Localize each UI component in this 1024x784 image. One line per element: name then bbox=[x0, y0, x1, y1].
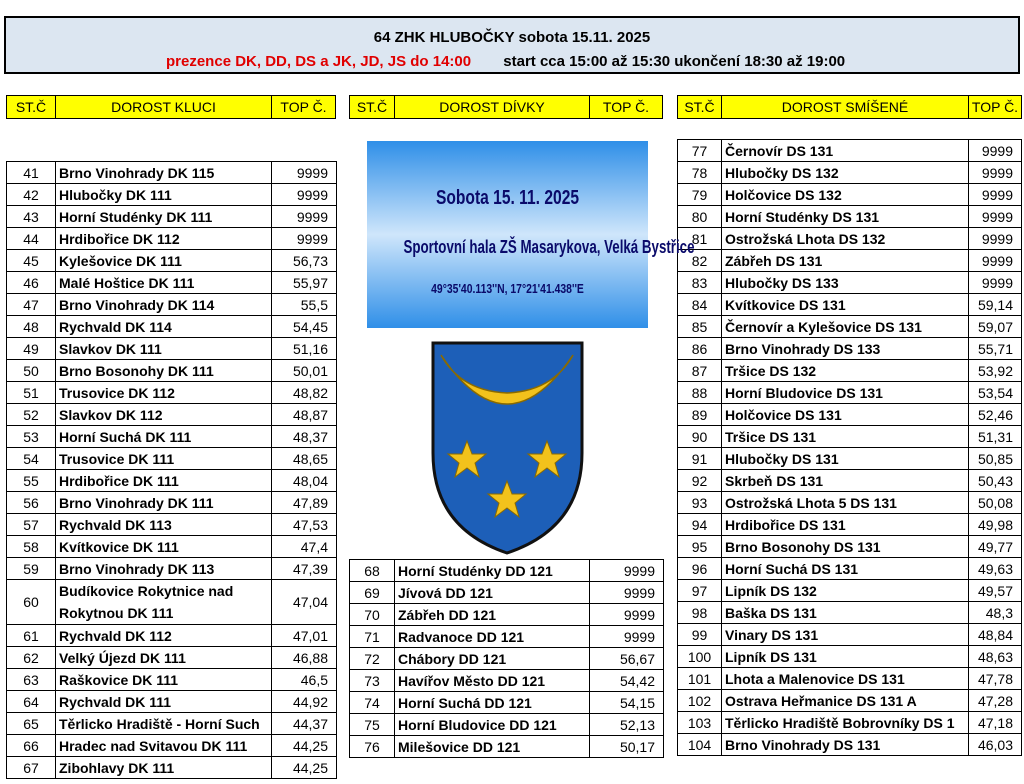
event-date: Sobota 15. 11. 2025 bbox=[435, 187, 580, 209]
table-row bbox=[7, 382, 337, 404]
start-number-cell: 49 bbox=[7, 338, 56, 360]
top-time-cell: 47,18 bbox=[969, 712, 1022, 734]
start-number-cell: 82 bbox=[678, 250, 722, 272]
start-number-cell: 67 bbox=[7, 757, 56, 779]
table-row bbox=[678, 404, 1022, 426]
table-row bbox=[678, 184, 1022, 206]
team-name-cell: Horní Suchá DS 131 bbox=[722, 558, 969, 580]
top-time-cell: 48,37 bbox=[272, 426, 337, 448]
table-row bbox=[7, 228, 337, 250]
team-name-cell: Lhota a Malenovice DS 131 bbox=[722, 668, 969, 690]
top-time-cell: 52,46 bbox=[969, 404, 1022, 426]
start-number-cell: 52 bbox=[7, 404, 56, 426]
top-time-cell: 44,92 bbox=[272, 691, 337, 713]
team-name-cell: Černovír DS 131 bbox=[722, 140, 969, 162]
top-time-cell: 9999 bbox=[272, 206, 337, 228]
start-number-cell: 78 bbox=[678, 162, 722, 184]
top-time-cell: 47,28 bbox=[969, 690, 1022, 712]
start-number-cell: 44 bbox=[7, 228, 56, 250]
top-header: TOP Č. bbox=[271, 95, 336, 119]
team-name-cell: Vinary DS 131 bbox=[722, 624, 969, 646]
start-number-cell: 43 bbox=[7, 206, 56, 228]
table-row bbox=[678, 228, 1022, 250]
start-number-cell: 47 bbox=[7, 294, 56, 316]
top-time-cell: 47,53 bbox=[272, 514, 337, 536]
start-number-cell: 63 bbox=[7, 669, 56, 691]
top-header: TOP Č. bbox=[968, 95, 1022, 119]
team-name-cell: Jívová DD 121 bbox=[395, 582, 590, 604]
table-row bbox=[678, 250, 1022, 272]
team-name-cell: Brno Vinohrady DK 114 bbox=[56, 294, 272, 316]
top-time-cell: 46,5 bbox=[272, 669, 337, 691]
top-time-cell: 9999 bbox=[272, 184, 337, 206]
start-number-cell: 94 bbox=[678, 514, 722, 536]
team-name-cell: Trusovice DK 111 bbox=[56, 448, 272, 470]
team-name-cell: Hlubočky DK 111 bbox=[56, 184, 272, 206]
start-number-cell: 45 bbox=[7, 250, 56, 272]
table-row bbox=[7, 647, 337, 669]
table-row bbox=[350, 626, 664, 648]
start-number-cell: 89 bbox=[678, 404, 722, 426]
top-time-cell: 55,5 bbox=[272, 294, 337, 316]
smisene-table bbox=[677, 139, 1022, 756]
team-name-cell: Holčovice DS 132 bbox=[722, 184, 969, 206]
table-row bbox=[678, 536, 1022, 558]
top-time-cell: 9999 bbox=[969, 206, 1022, 228]
start-number-cell: 83 bbox=[678, 272, 722, 294]
start-number-cell: 41 bbox=[7, 162, 56, 184]
start-number-cell: 61 bbox=[7, 625, 56, 647]
team-name-cell: Hrdibořice DK 111 bbox=[56, 470, 272, 492]
team-name-cell: Kvítkovice DK 111 bbox=[56, 536, 272, 558]
top-time-cell: 47,39 bbox=[272, 558, 337, 580]
start-number-cell: 100 bbox=[678, 646, 722, 668]
top-time-cell: 47,4 bbox=[272, 536, 337, 558]
table-row bbox=[7, 206, 337, 228]
gps-coordinates: 49°35'40.113''N, 17°21'41.438''E bbox=[431, 281, 584, 296]
top-time-cell: 59,14 bbox=[969, 294, 1022, 316]
team-name-cell: Havířov Město DD 121 bbox=[395, 670, 590, 692]
start-number-cell: 56 bbox=[7, 492, 56, 514]
table-row bbox=[678, 448, 1022, 470]
start-number-cell: 102 bbox=[678, 690, 722, 712]
team-name-cell: Radvanoce DD 121 bbox=[395, 626, 590, 648]
team-name-cell: Hlubočky DS 133 bbox=[722, 272, 969, 294]
team-name-cell: Budíkovice Rokytnice nad Rokytnou DK 111 bbox=[56, 580, 272, 625]
start-number-cell: 53 bbox=[7, 426, 56, 448]
table-row bbox=[7, 492, 337, 514]
start-number-cell: 73 bbox=[350, 670, 395, 692]
table-row bbox=[7, 448, 337, 470]
team-name-cell: Trusovice DK 112 bbox=[56, 382, 272, 404]
start-number-cell: 98 bbox=[678, 602, 722, 624]
team-name-cell: Těrlicko Hradiště - Horní Such bbox=[56, 713, 272, 735]
start-number-cell: 101 bbox=[678, 668, 722, 690]
top-time-cell: 53,92 bbox=[969, 360, 1022, 382]
top-time-cell: 9999 bbox=[969, 162, 1022, 184]
start-number-cell: 88 bbox=[678, 382, 722, 404]
table-row bbox=[350, 692, 664, 714]
top-time-cell: 50,17 bbox=[590, 736, 664, 758]
top-time-cell: 46,88 bbox=[272, 647, 337, 669]
team-name-cell: Slavkov DK 111 bbox=[56, 338, 272, 360]
table-row bbox=[678, 690, 1022, 712]
divky-table bbox=[349, 559, 664, 758]
start-number-cell: 46 bbox=[7, 272, 56, 294]
team-name-cell: Lipník DS 132 bbox=[722, 580, 969, 602]
event-venue: Sportovní hala ZŠ Masarykova, Velká Bystřice bbox=[403, 237, 695, 257]
team-name-cell: Brno Vinohrady DK 115 bbox=[56, 162, 272, 184]
team-name-cell: Horní Bludovice DS 131 bbox=[722, 382, 969, 404]
start-number-cell: 65 bbox=[7, 713, 56, 735]
team-name-cell: Lipník DS 131 bbox=[722, 646, 969, 668]
start-number-cell: 55 bbox=[7, 470, 56, 492]
table-row bbox=[7, 735, 337, 757]
venue-info-box bbox=[367, 141, 695, 328]
top-time-cell: 50,85 bbox=[969, 448, 1022, 470]
team-name-cell: Rychvald DK 111 bbox=[56, 691, 272, 713]
table-row bbox=[7, 426, 337, 448]
team-name-cell: Milešovice DD 121 bbox=[395, 736, 590, 758]
top-time-cell: 44,37 bbox=[272, 713, 337, 735]
top-time-cell: 9999 bbox=[969, 272, 1022, 294]
start-number-cell: 79 bbox=[678, 184, 722, 206]
coat-of-arms-image bbox=[395, 333, 620, 558]
stc-header: ST.Č bbox=[6, 95, 56, 119]
team-name-cell: Brno Bosonohy DK 111 bbox=[56, 360, 272, 382]
table-row bbox=[678, 316, 1022, 338]
start-number-cell: 74 bbox=[350, 692, 395, 714]
top-time-cell: 9999 bbox=[969, 228, 1022, 250]
top-time-cell: 51,31 bbox=[969, 426, 1022, 448]
top-time-cell: 9999 bbox=[590, 604, 664, 626]
team-name-cell: Tršice DS 132 bbox=[722, 360, 969, 382]
start-number-cell: 93 bbox=[678, 492, 722, 514]
table-row bbox=[7, 338, 337, 360]
team-name-cell: Rychvald DK 113 bbox=[56, 514, 272, 536]
team-name-cell: Holčovice DS 131 bbox=[722, 404, 969, 426]
start-number-cell: 104 bbox=[678, 734, 722, 756]
table-row bbox=[7, 580, 337, 625]
start-number-cell: 51 bbox=[7, 382, 56, 404]
team-name-cell: Brno Vinohrady DS 131 bbox=[722, 734, 969, 756]
team-name-cell: Černovír a Kylešovice DS 131 bbox=[722, 316, 969, 338]
stc-header: ST.Č bbox=[677, 95, 722, 119]
start-number-cell: 54 bbox=[7, 448, 56, 470]
top-time-cell: 46,03 bbox=[969, 734, 1022, 756]
table-row bbox=[678, 272, 1022, 294]
table-row bbox=[678, 624, 1022, 646]
start-number-cell: 71 bbox=[350, 626, 395, 648]
table-row bbox=[7, 162, 337, 184]
start-end-time: start cca 15:00 až 15:30 ukončení 18:30 až 19:00 bbox=[503, 53, 846, 70]
top-time-cell: 9999 bbox=[969, 140, 1022, 162]
team-name-cell: Kvítkovice DS 131 bbox=[722, 294, 969, 316]
top-time-cell: 48,3 bbox=[969, 602, 1022, 624]
start-number-cell: 97 bbox=[678, 580, 722, 602]
start-number-cell: 76 bbox=[350, 736, 395, 758]
table-row bbox=[7, 250, 337, 272]
table-row bbox=[7, 625, 337, 647]
table-row bbox=[350, 670, 664, 692]
start-number-cell: 81 bbox=[678, 228, 722, 250]
start-number-cell: 69 bbox=[350, 582, 395, 604]
top-time-cell: 50,01 bbox=[272, 360, 337, 382]
smisene-category-header: DOROST SMÍŠENÉ bbox=[721, 95, 969, 119]
top-time-cell: 49,98 bbox=[969, 514, 1022, 536]
top-time-cell: 48,65 bbox=[272, 448, 337, 470]
start-number-cell: 48 bbox=[7, 316, 56, 338]
start-number-cell: 90 bbox=[678, 426, 722, 448]
table-row bbox=[7, 360, 337, 382]
top-time-cell: 9999 bbox=[590, 626, 664, 648]
table-row bbox=[7, 757, 337, 779]
team-name-cell: Zibohlavy DK 111 bbox=[56, 757, 272, 779]
start-number-cell: 75 bbox=[350, 714, 395, 736]
stc-header: ST.Č bbox=[349, 95, 395, 119]
table-row bbox=[678, 426, 1022, 448]
start-number-cell: 86 bbox=[678, 338, 722, 360]
start-number-cell: 70 bbox=[350, 604, 395, 626]
table-row bbox=[678, 668, 1022, 690]
start-number-cell: 42 bbox=[7, 184, 56, 206]
start-number-cell: 62 bbox=[7, 647, 56, 669]
event-schedule bbox=[166, 53, 845, 70]
top-time-cell: 9999 bbox=[590, 582, 664, 604]
table-row bbox=[7, 713, 337, 735]
table-row bbox=[7, 558, 337, 580]
table-row bbox=[350, 736, 664, 758]
team-name-cell: Rychvald DK 114 bbox=[56, 316, 272, 338]
top-time-cell: 54,15 bbox=[590, 692, 664, 714]
start-number-cell: 60 bbox=[7, 580, 56, 625]
start-number-cell: 77 bbox=[678, 140, 722, 162]
event-title: 64 ZHK HLUBOČKY sobota 15.11. 2025 bbox=[373, 29, 651, 46]
team-name-cell: Zábřeh DD 121 bbox=[395, 604, 590, 626]
start-number-cell: 103 bbox=[678, 712, 722, 734]
team-name-cell: Horní Studénky DD 121 bbox=[395, 560, 590, 582]
team-name-cell: Horní Studénky DS 131 bbox=[722, 206, 969, 228]
team-name-cell: Ostrožská Lhota 5 DS 131 bbox=[722, 492, 969, 514]
start-number-cell: 84 bbox=[678, 294, 722, 316]
top-time-cell: 56,67 bbox=[590, 648, 664, 670]
team-name-cell: Baška DS 131 bbox=[722, 602, 969, 624]
top-time-cell: 47,89 bbox=[272, 492, 337, 514]
top-time-cell: 48,82 bbox=[272, 382, 337, 404]
team-name-cell: Malé Hoštice DK 111 bbox=[56, 272, 272, 294]
divky-category-header: DOROST DÍVKY bbox=[394, 95, 590, 119]
table-row bbox=[7, 470, 337, 492]
start-number-cell: 91 bbox=[678, 448, 722, 470]
table-row bbox=[7, 294, 337, 316]
team-name-cell: Brno Vinohrady DK 113 bbox=[56, 558, 272, 580]
start-number-cell: 59 bbox=[7, 558, 56, 580]
table-row bbox=[678, 602, 1022, 624]
start-number-cell: 64 bbox=[7, 691, 56, 713]
start-number-cell: 96 bbox=[678, 558, 722, 580]
top-time-cell: 48,84 bbox=[969, 624, 1022, 646]
table-row bbox=[7, 536, 337, 558]
team-name-cell: Chábory DD 121 bbox=[395, 648, 590, 670]
table-row bbox=[678, 558, 1022, 580]
table-row bbox=[350, 604, 664, 626]
table-row bbox=[678, 162, 1022, 184]
table-row bbox=[678, 734, 1022, 756]
table-row bbox=[350, 714, 664, 736]
team-name-cell: Hrdibořice DK 112 bbox=[56, 228, 272, 250]
table-row bbox=[7, 272, 337, 294]
top-time-cell: 49,63 bbox=[969, 558, 1022, 580]
team-name-cell: Ostrožská Lhota DS 132 bbox=[722, 228, 969, 250]
table-row bbox=[350, 560, 664, 582]
top-time-cell: 44,25 bbox=[272, 735, 337, 757]
top-time-cell: 50,08 bbox=[969, 492, 1022, 514]
table-row bbox=[678, 382, 1022, 404]
start-number-cell: 92 bbox=[678, 470, 722, 492]
top-time-cell: 9999 bbox=[969, 184, 1022, 206]
top-time-cell: 54,45 bbox=[272, 316, 337, 338]
top-time-cell: 44,25 bbox=[272, 757, 337, 779]
top-time-cell: 51,16 bbox=[272, 338, 337, 360]
team-name-cell: Těrlicko Hradiště Bobrovníky DS 1 bbox=[722, 712, 969, 734]
start-number-cell: 50 bbox=[7, 360, 56, 382]
start-number-cell: 87 bbox=[678, 360, 722, 382]
table-row bbox=[7, 691, 337, 713]
team-name-cell: Raškovice DK 111 bbox=[56, 669, 272, 691]
team-name-cell: Brno Vinohrady DK 111 bbox=[56, 492, 272, 514]
table-row bbox=[350, 648, 664, 670]
team-name-cell: Zábřeh DS 131 bbox=[722, 250, 969, 272]
table-row bbox=[678, 338, 1022, 360]
top-time-cell: 9999 bbox=[272, 162, 337, 184]
start-number-cell: 80 bbox=[678, 206, 722, 228]
table-row bbox=[678, 360, 1022, 382]
team-name-cell: Brno Vinohrady DS 133 bbox=[722, 338, 969, 360]
top-time-cell: 47,04 bbox=[272, 580, 337, 625]
table-row bbox=[7, 514, 337, 536]
kluci-category-header: DOROST KLUCI bbox=[55, 95, 272, 119]
top-time-cell: 53,54 bbox=[969, 382, 1022, 404]
team-name-cell: Ostrava Heřmanice DS 131 A bbox=[722, 690, 969, 712]
top-time-cell: 48,63 bbox=[969, 646, 1022, 668]
team-name-cell: Horní Suchá DD 121 bbox=[395, 692, 590, 714]
start-number-cell: 99 bbox=[678, 624, 722, 646]
team-name-cell: Horní Suchá DK 111 bbox=[56, 426, 272, 448]
table-row bbox=[678, 712, 1022, 734]
start-number-cell: 68 bbox=[350, 560, 395, 582]
table-row bbox=[678, 492, 1022, 514]
team-name-cell: Horní Bludovice DD 121 bbox=[395, 714, 590, 736]
top-time-cell: 50,43 bbox=[969, 470, 1022, 492]
table-row bbox=[678, 140, 1022, 162]
top-time-cell: 55,97 bbox=[272, 272, 337, 294]
top-time-cell: 54,42 bbox=[590, 670, 664, 692]
top-time-cell: 9999 bbox=[590, 560, 664, 582]
table-row bbox=[678, 514, 1022, 536]
top-time-cell: 49,77 bbox=[969, 536, 1022, 558]
team-name-cell: Tršice DS 131 bbox=[722, 426, 969, 448]
registration-time: prezence DK, DD, DS a JK, JD, JS do 14:00 bbox=[166, 53, 472, 70]
top-time-cell: 9999 bbox=[969, 250, 1022, 272]
table-row bbox=[7, 184, 337, 206]
top-time-cell: 59,07 bbox=[969, 316, 1022, 338]
start-number-cell: 58 bbox=[7, 536, 56, 558]
start-number-cell: 72 bbox=[350, 648, 395, 670]
team-name-cell: Rychvald DK 112 bbox=[56, 625, 272, 647]
team-name-cell: Slavkov DK 112 bbox=[56, 404, 272, 426]
top-time-cell: 56,73 bbox=[272, 250, 337, 272]
top-time-cell: 9999 bbox=[272, 228, 337, 250]
event-header bbox=[4, 16, 1020, 74]
team-name-cell: Skrbeň DS 131 bbox=[722, 470, 969, 492]
start-number-cell: 57 bbox=[7, 514, 56, 536]
top-time-cell: 48,87 bbox=[272, 404, 337, 426]
team-name-cell: Horní Studénky DK 111 bbox=[56, 206, 272, 228]
table-row bbox=[678, 470, 1022, 492]
table-row bbox=[678, 294, 1022, 316]
top-time-cell: 48,04 bbox=[272, 470, 337, 492]
table-row bbox=[678, 646, 1022, 668]
team-name-cell: Hlubočky DS 131 bbox=[722, 448, 969, 470]
start-number-cell: 66 bbox=[7, 735, 56, 757]
start-number-cell: 85 bbox=[678, 316, 722, 338]
table-row bbox=[7, 669, 337, 691]
table-row bbox=[7, 316, 337, 338]
team-name-cell: Kylešovice DK 111 bbox=[56, 250, 272, 272]
table-row bbox=[350, 582, 664, 604]
top-time-cell: 49,57 bbox=[969, 580, 1022, 602]
table-row bbox=[678, 206, 1022, 228]
table-row bbox=[7, 404, 337, 426]
team-name-cell: Brno Bosonohy DS 131 bbox=[722, 536, 969, 558]
kluci-table bbox=[6, 161, 337, 779]
top-time-cell: 47,01 bbox=[272, 625, 337, 647]
team-name-cell: Hlubočky DS 132 bbox=[722, 162, 969, 184]
team-name-cell: Hradec nad Svitavou DK 111 bbox=[56, 735, 272, 757]
top-time-cell: 47,78 bbox=[969, 668, 1022, 690]
team-name-cell: Velký Újezd DK 111 bbox=[56, 647, 272, 669]
start-number-cell: 95 bbox=[678, 536, 722, 558]
top-time-cell: 55,71 bbox=[969, 338, 1022, 360]
team-name-cell: Hrdibořice DS 131 bbox=[722, 514, 969, 536]
table-row bbox=[678, 580, 1022, 602]
top-header: TOP Č. bbox=[589, 95, 663, 119]
top-time-cell: 52,13 bbox=[590, 714, 664, 736]
